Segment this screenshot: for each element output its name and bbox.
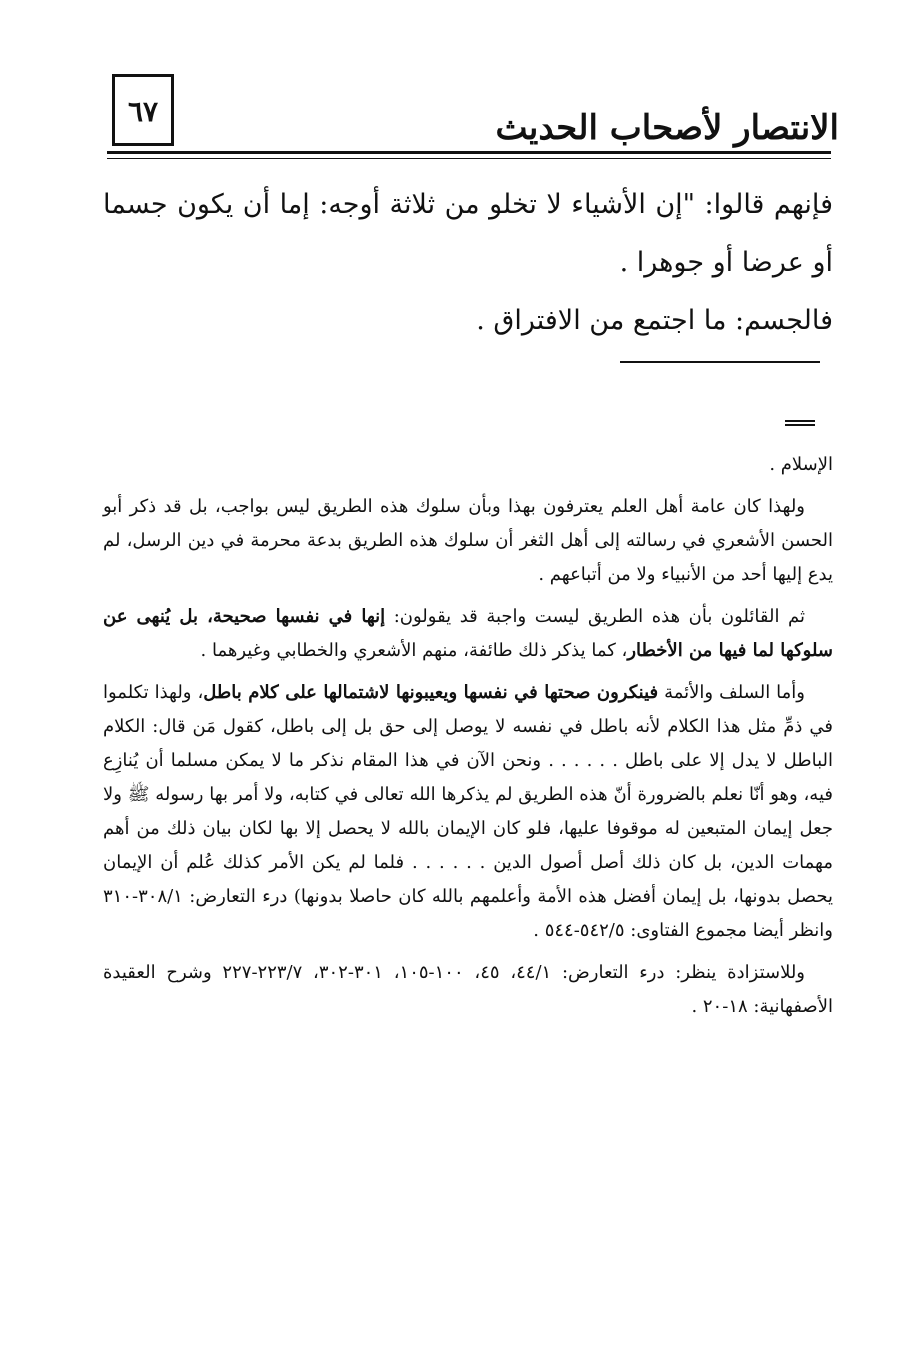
footnote-bold-text: فينكرون صحتها في نفسها ويعيبونها لاشتمالها على كلام باطل [203,682,659,703]
page-number-box [112,74,174,146]
main-text [103,176,833,350]
footnote-text: ، ولهذا تكلموا في ذمِّ مثل هذا الكلام لأنه باطل في نفسه لا يوصل إلى حق بل إلى باطل، كقول مَن قال: الكلام الباطل لا يدل إلا على باطل . . . . . . ونحن الآن في هذا المقام نذكر ما لا يمكن مسلما أن يُنازِع فيه، وهو أنّا نعلم بالضرورة أنّ هذه الطريق لم يذكرها الله تعالى في كتابه، ولا أمر بها رسوله ﷺ ولا جعل إيمان المتبعين له موقوفا عليها، فلو كان الإيمان بالله لا يحصل إلا بها لكان بيان ذلك من أهم مهمات الدين، بل كان ذلك أصل أصول الدين . . . . . . فلما لم يكن الأمر كذلك عُلم أن الإيمان يحصل بدونها، بل إيمان أفضل هذه الأمة وأعلمهم بالله كان حاصلا بدونها) درء التعارض: ٣٠٨/١-٣١٠ وانظر أيضا مجموع الفتاوى: ٥٤٢/٥-٥٤٤ . [103,682,833,941]
footnote-paragraph [103,600,833,668]
footnote-marker [785,418,815,428]
footnote-text: ، كما يذكر ذلك طائفة، منهم الأشعري والخطابي وغيرهما . [200,640,628,661]
footnote-text: ثم القائلون بأن هذه الطريق ليست واجبة قد يقولون: [385,606,805,627]
footnotes [103,448,833,1032]
running-title: الانتصار لأصحاب الحديث [495,108,839,148]
footnote-continuation: الإسلام . [769,454,833,475]
footnote-divider [620,361,820,363]
footnote-text: وأما السلف والأئمة [658,682,805,703]
footnote-paragraph: ولهذا كان عامة أهل العلم يعترفون بهذا وبأن سلوك هذه الطريق ليس بواجب، بل قد ذكر أبو الحسن الأشعري في رسالته إلى أهل الثغر أن سلوك هذه الطريق بدعة محرمة في دين الرسل، لم يدع إليها أحد من الأنبياء ولا من أتباعهم . [103,496,833,585]
header-rule [107,151,831,154]
footnote-paragraph [103,676,833,948]
page-number: ٦٧ [127,95,159,128]
main-paragraph: فالجسم: ما اجتمع من الافتراق . [476,305,833,336]
main-paragraph: فإنهم قالوا: "إن الأشياء لا تخلو من ثلاثة أوجه: إما أن يكون جسما أو عرضا أو جوهرا . [103,189,833,278]
header-rule-thin [107,158,831,159]
footnote-bold-text: إنها في نفسها صحيحة، بل يُنهى عن سلوكها لما فيها من الأخطار [103,606,833,661]
footnote-paragraph: وللاستزادة ينظر: درء التعارض: ٤٤/١، ٤٥، ١٠٠-١٠٥، ٣٠١-٣٠٢، ٢٢٣/٧-٢٢٧ وشرح العقيدة الأصفهانية: ١٨-٢٠ . [103,962,833,1017]
